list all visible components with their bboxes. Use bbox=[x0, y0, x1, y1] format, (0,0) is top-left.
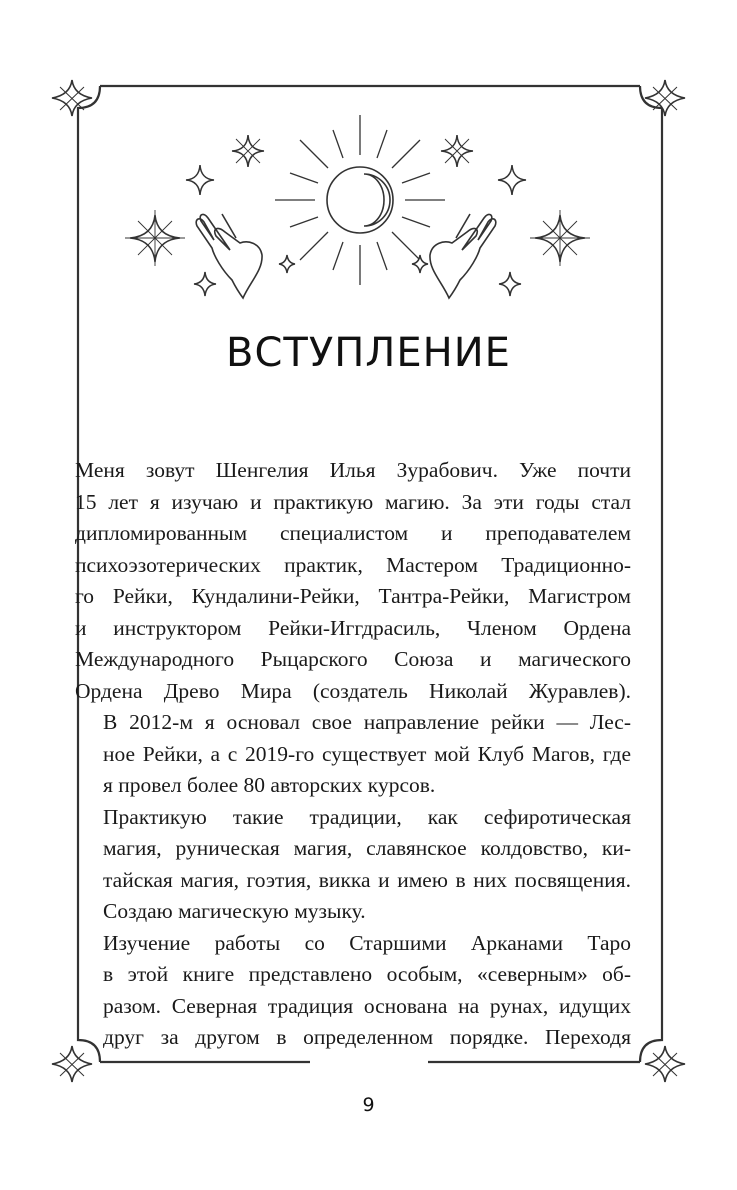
text-line: тайская магия, гоэтия, викка и имею в них посвящения. bbox=[103, 867, 631, 892]
text-line: ное Рейки, а с 2019-го существует мой Клуб Магов, где bbox=[103, 741, 631, 766]
paragraph bbox=[75, 455, 631, 707]
text-line: Международного Рыцарского Союза и магического bbox=[75, 647, 631, 671]
text-line: я провел более 80 авторских курсов. bbox=[103, 773, 436, 797]
body-text bbox=[75, 455, 631, 1054]
text-line: Изучение работы со Старшими Арканами Таро bbox=[103, 930, 631, 955]
text-line: разом. Северная традиция основана на рунах, идущих bbox=[103, 993, 631, 1018]
paragraph bbox=[75, 802, 631, 928]
text-line: в этой книге представлено особым, «северным» об- bbox=[103, 962, 631, 986]
text-line: Создаю магическую музыку. bbox=[103, 899, 366, 923]
chapter-title: ВСТУПЛЕНИЕ bbox=[226, 330, 511, 376]
text-line: психоэзотерических практик, Мастером Традиционно- bbox=[75, 552, 631, 577]
text-line: В 2012-м я основал свое направление рейки — Лес- bbox=[103, 710, 631, 734]
sparkle-star-icon bbox=[125, 135, 590, 296]
paragraph bbox=[75, 928, 631, 1054]
text-line: и инструктором Рейки-Иггдрасиль, Членом Ордена bbox=[75, 615, 631, 640]
text-line: магия, руническая магия, славянское колдовство, ки- bbox=[103, 836, 631, 860]
text-line: Практикую такие традиции, как сефиротическая bbox=[103, 804, 631, 829]
page-number: 9 bbox=[362, 1094, 375, 1116]
paragraph bbox=[75, 707, 631, 802]
text-line: Ордена Древо Мира (создатель Николай Журавлев). bbox=[75, 678, 631, 703]
text-line: го Рейки, Кундалини-Рейки, Тантра-Рейки, Магистром bbox=[75, 584, 631, 608]
text-line: дипломированным специалистом и преподавателем bbox=[75, 521, 631, 545]
text-line: Меня зовут Шенгелия Илья Зурабович. Уже почти bbox=[75, 458, 631, 482]
corner-star-icon bbox=[52, 80, 92, 116]
right-hand-icon bbox=[430, 214, 496, 298]
text-line: друг за другом в определенном порядке. Переходя bbox=[103, 1025, 631, 1049]
text-line: 15 лет я изучаю и практикую магию. За эти годы стал bbox=[75, 489, 631, 514]
